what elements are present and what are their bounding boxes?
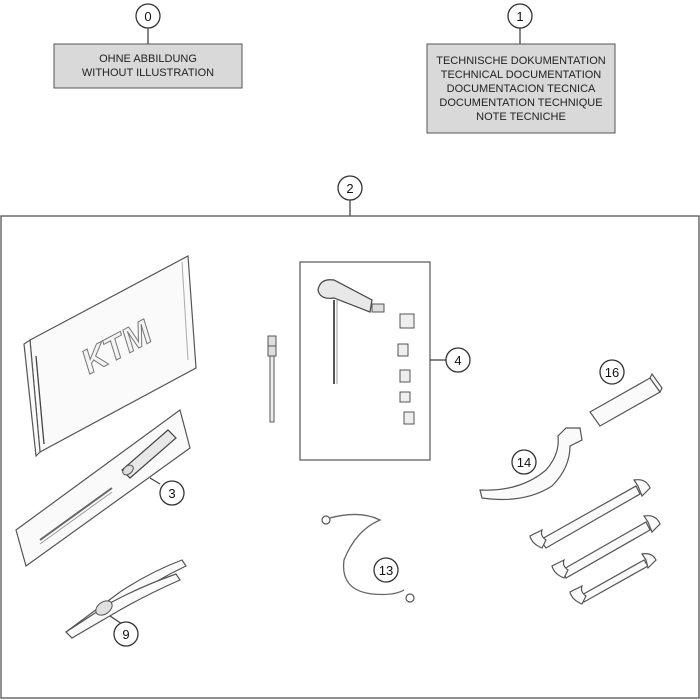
open-end-wrenches <box>530 480 660 604</box>
callout-1 <box>508 4 532 44</box>
callout-14 <box>512 450 536 474</box>
callout-9 <box>110 616 138 646</box>
callout-4 <box>430 348 470 372</box>
callout-3-number: 3 <box>168 486 176 501</box>
callout-16 <box>600 360 624 384</box>
allen-key-set <box>300 262 430 460</box>
callout-14-number: 14 <box>516 455 532 470</box>
pouch-logo: KTM <box>75 313 159 382</box>
doc-line-4: DOCUMENTATION TECHNIQUE <box>439 97 603 109</box>
note-line-1: OHNE ABBILDUNG <box>99 53 197 65</box>
callout-16-number: 16 <box>604 365 620 380</box>
callout-13 <box>374 558 398 582</box>
callout-0 <box>136 4 160 44</box>
callout-2-number: 2 <box>346 181 354 196</box>
doc-line-5: NOTE TECNICHE <box>476 111 566 123</box>
note-technical-documentation <box>427 44 615 133</box>
callout-4-number: 4 <box>454 353 462 368</box>
callout-0-number: 0 <box>144 9 152 24</box>
extension-bit <box>268 336 276 422</box>
doc-line-2: TECHNICAL DOCUMENTATION <box>440 69 602 81</box>
callout-2 <box>338 176 362 216</box>
callout-13-number: 13 <box>378 563 394 578</box>
cable <box>322 514 414 602</box>
callout-3 <box>150 478 184 505</box>
note-without-illustration <box>54 44 242 88</box>
doc-line-3: DOCUMENTACION TECNICA <box>446 83 596 95</box>
note-line-2: WITHOUT ILLUSTRATION <box>81 67 215 79</box>
doc-line-1: TECHNISCHE DOKUMENTATION <box>436 55 606 67</box>
callout-9-number: 9 <box>122 627 130 642</box>
callout-1-number: 1 <box>516 9 524 24</box>
box-spanner <box>590 374 662 426</box>
